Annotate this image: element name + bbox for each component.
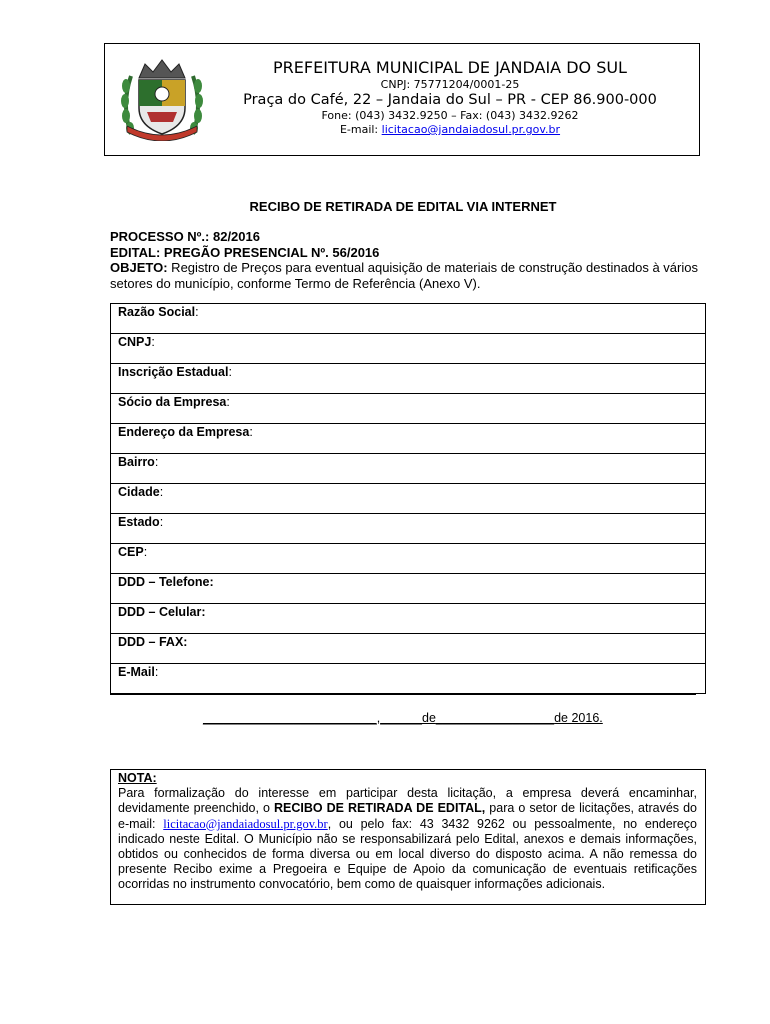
letterhead-text [215, 58, 685, 137]
field-label: Inscrição Estadual [118, 365, 229, 379]
note-email-link[interactable]: licitacao@jandaiadosul.pr.gov.br [163, 816, 328, 831]
form-row[interactable]: Inscrição Estadual: [111, 364, 706, 394]
field-label: DDD – Telefone: [118, 575, 214, 589]
note-text-2: para o setor de licitações, através do e-mail: [118, 801, 697, 831]
field-label: Endereço da Empresa [118, 425, 250, 439]
form-row[interactable]: Sócio da Empresa: [111, 394, 706, 424]
form-row[interactable]: Bairro: [111, 454, 706, 484]
objeto-text: Registro de Preços para eventual aquisição de materiais de construção destinados à vários setores do município, conforme Termo de Referência (Anexo V). [110, 260, 698, 291]
form-row[interactable] [111, 574, 706, 604]
municipality-address: Praça do Café, 22 – Jandaia do Sul – PR - CEP 86.900-000 [243, 92, 657, 108]
email-link[interactable]: licitacao@jandaiadosul.pr.gov.br [381, 123, 561, 136]
letterhead [104, 43, 700, 156]
form-row[interactable] [111, 604, 706, 634]
field-label: Bairro [118, 455, 155, 469]
form-row[interactable]: Endereço da Empresa: [111, 424, 706, 454]
municipality-cnpj: CNPJ: 75771204/0001-25 [380, 78, 520, 91]
city-blank: _________________________, [203, 711, 381, 725]
form-row[interactable] [111, 634, 706, 664]
divider [110, 694, 696, 695]
form-row[interactable]: CEP: [111, 544, 706, 574]
field-label: Sócio da Empresa [118, 395, 227, 409]
field-label: DDD – Celular: [118, 605, 206, 619]
day-blank: ______ [380, 711, 422, 725]
form-row[interactable]: Estado: [111, 514, 706, 544]
edital-number: EDITAL: PREGÃO PRESENCIAL Nº. 56/2016 [110, 244, 380, 260]
year-text: de 2016. [554, 711, 603, 725]
form-row[interactable]: Razão Social: [111, 304, 706, 334]
form-row[interactable]: Cidade: [111, 484, 706, 514]
note-title: NOTA: [118, 771, 157, 785]
note-box [110, 769, 706, 905]
municipality-phone: Fone: (043) 3432.9250 – Fax: (043) 3432.9262 [321, 109, 579, 122]
month-blank: _________________ [435, 711, 555, 725]
municipal-crest-icon [117, 56, 207, 141]
form-row[interactable]: CNPJ: [111, 334, 706, 364]
field-label: CEP [118, 545, 144, 559]
field-label: Cidade [118, 485, 160, 499]
company-form [110, 303, 706, 694]
email-label: E-mail: [339, 123, 382, 136]
de-text: de [422, 711, 436, 725]
process-info [110, 229, 700, 291]
field-label: Razão Social [118, 305, 196, 319]
field-label: DDD – FAX: [118, 635, 188, 649]
municipality-email [215, 123, 685, 137]
date-signature-line[interactable] [203, 711, 603, 725]
municipality-name: PREFEITURA MUNICIPAL DE JANDAIA DO SUL [273, 58, 627, 77]
form-row[interactable]: E-Mail: [111, 664, 706, 694]
note-text-1: Para formalização do interesse em participar desta licitação, a empresa deverá encaminhar, devidamente preenchido, o [118, 786, 697, 816]
field-label: Estado [118, 515, 160, 529]
field-label: E-Mail [118, 665, 155, 679]
document-title: RECIBO DE RETIRADA DE EDITAL VIA INTERNET [249, 199, 557, 214]
field-label: CNPJ [118, 335, 152, 349]
objeto-label: OBJETO: [110, 260, 168, 275]
note-bold: RECIBO DE RETIRADA DE EDITAL, [273, 801, 486, 816]
note-text-3: , ou pelo fax: 43 3432 9262 ou pessoalmente, no endereço indicado neste Edital. O Município não se responsabilizará pelo Edital, anexos e demais informações, obtidos ou conhecidos de forma diversa ou em local diverso do disposto acima. A não remessa do presente Recibo exime a Pregoeira e Equipe de Apoio da comunicação de eventuais retificações ocorridas no instrumento convocatório, bem como de quaisquer informações adicionais. [118, 816, 697, 892]
processo-number: PROCESSO Nº.: 82/2016 [110, 229, 260, 244]
